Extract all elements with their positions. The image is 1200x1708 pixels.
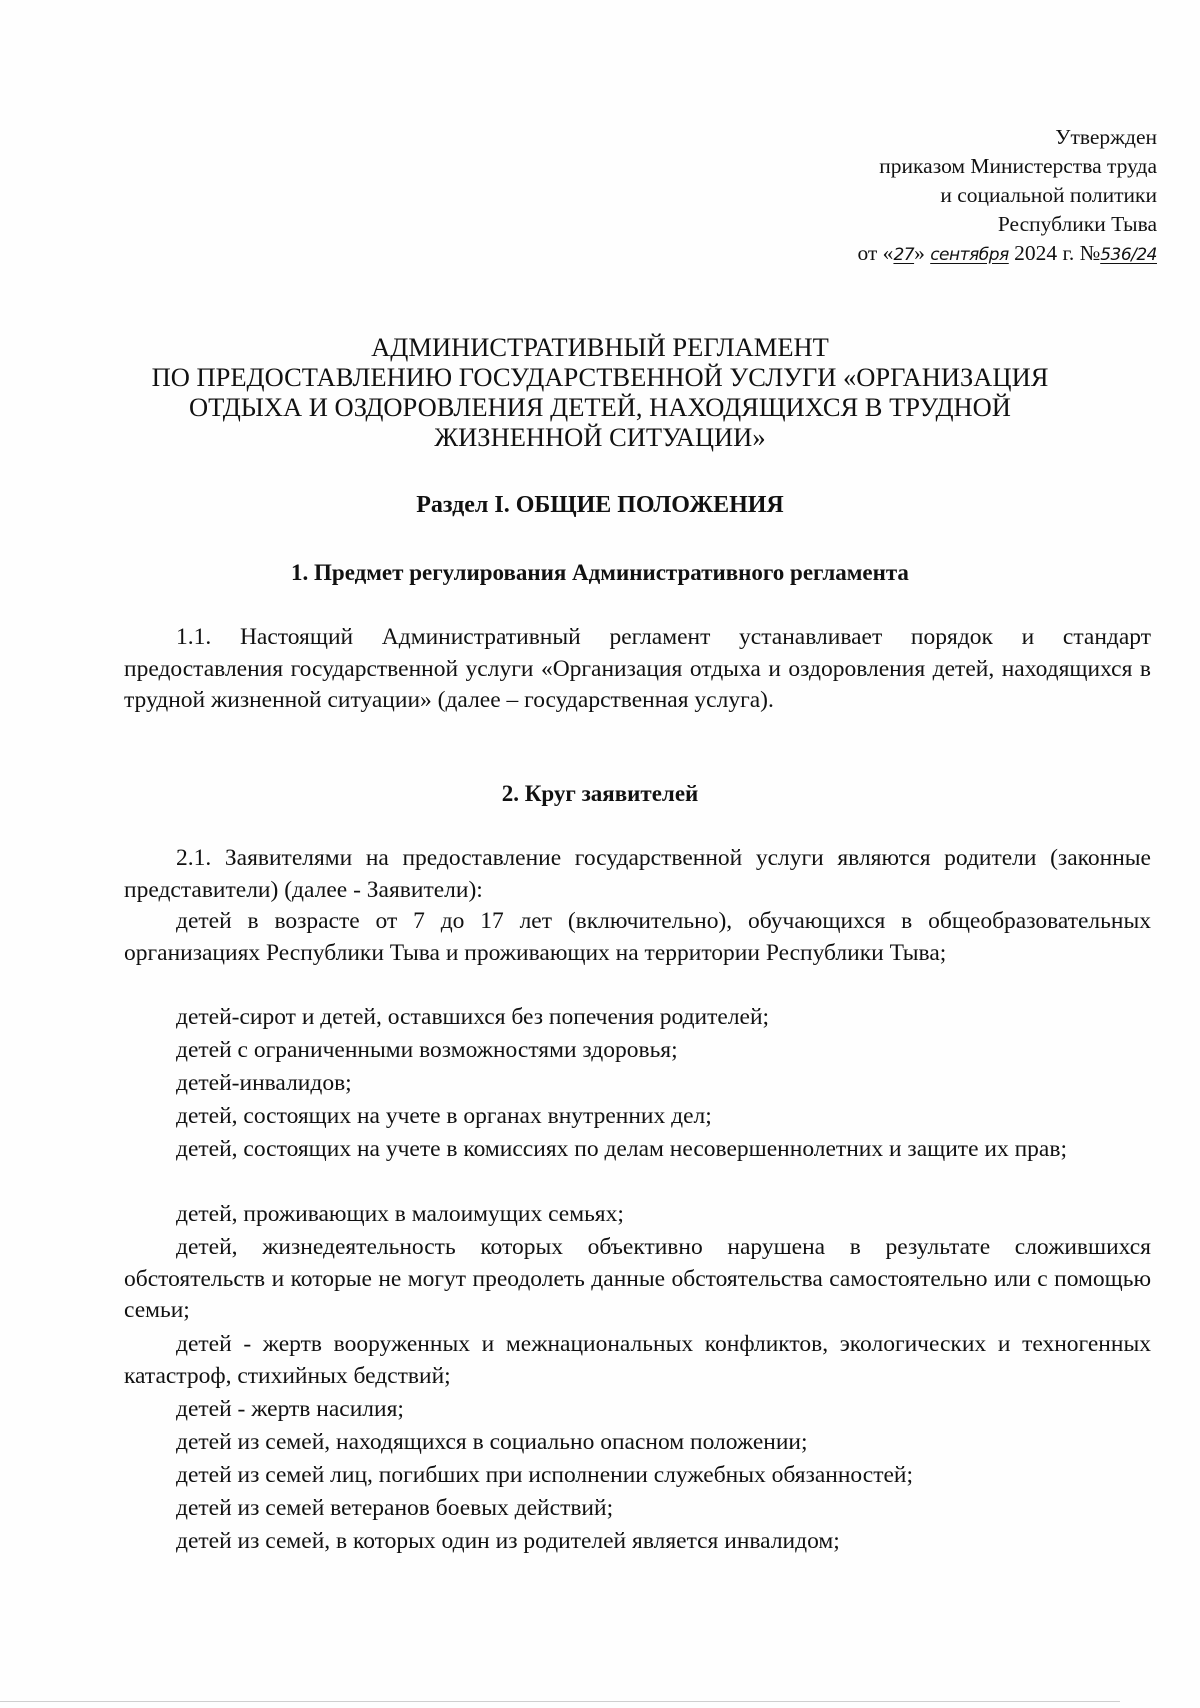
- approval-block: [737, 123, 1157, 270]
- title-line-2: ПО ПРЕДОСТАВЛЕНИЮ ГОСУДАРСТВЕННОЙ УСЛУГИ «ОРГАНИЗАЦИЯ: [151, 362, 1049, 392]
- title-line-1: АДМИНИСТРАТИВНЫЙ РЕГЛАМЕНТ: [371, 332, 829, 362]
- document-title: [80, 332, 1120, 452]
- list-item: детей - жертв насилия;: [176, 1396, 404, 1422]
- paragraph-2-1: 2.1. Заявителями на предоставление государственной услуги являются родители (законные представители) (далее - Заявители):: [124, 845, 1151, 903]
- list-item: детей-инвалидов;: [176, 1070, 352, 1096]
- list-item: детей, жизнедеятельность которых объективно нарушена в результате сложившихся обстоятельств и которые не могут преодолеть данные обстоятельства самостоятельно или с помощью семьи;: [124, 1234, 1151, 1323]
- date-prefix: от «: [857, 241, 894, 265]
- subsection-heading-2: 2. Круг заявителей: [501, 781, 699, 806]
- handwritten-number: 536/24: [1100, 245, 1157, 265]
- scan-edge-line: [0, 1701, 1120, 1702]
- subsection-heading-1: 1. Предмет регулирования Административного регламента: [291, 560, 909, 585]
- list-item: детей из семей, в которых один из родителей является инвалидом;: [176, 1528, 840, 1554]
- approval-line-2: приказом Министерства труда: [879, 154, 1157, 178]
- list-item: детей из семей, находящихся в социально опасном положении;: [176, 1429, 808, 1455]
- list-item: детей с ограниченными возможностями здоровья;: [176, 1037, 678, 1063]
- list-item: детей, состоящих на учете в органах внутренних дел;: [176, 1103, 712, 1129]
- approval-date-line: [737, 239, 1157, 270]
- paragraph-1-1: 1.1. Настоящий Административный регламент устанавливает порядок и стандарт предоставления государственной услуги «Организация отдыха и оздоровления детей, находящихся в трудной жизненной ситуации» (далее – государственная услуга).: [124, 624, 1151, 713]
- date-year: 2024 г. №: [1008, 241, 1101, 265]
- approval-line-4: Республики Тыва: [997, 212, 1157, 236]
- handwritten-month: сентября: [930, 245, 1009, 265]
- list-item: детей из семей ветеранов боевых действий;: [176, 1495, 614, 1521]
- list-item: детей, проживающих в малоимущих семьях;: [176, 1201, 624, 1227]
- list-item: детей, состоящих на учете в комиссиях по делам несовершеннолетних и защите их прав;: [176, 1136, 1067, 1162]
- section-heading: Раздел I. ОБЩИЕ ПОЛОЖЕНИЯ: [416, 492, 784, 518]
- approval-line-1: Утвержден: [1055, 125, 1157, 149]
- list-item: детей - жертв вооруженных и межнациональных конфликтов, экологических и техногенных катастроф, стихийных бедствий;: [124, 1331, 1151, 1389]
- approval-line-3: и социальной политики: [940, 183, 1157, 207]
- list-item: детей из семей лиц, погибших при исполнении служебных обязанностей;: [176, 1462, 914, 1488]
- list-item: детей-сирот и детей, оставшихся без попечения родителей;: [176, 1004, 770, 1030]
- handwritten-day: 27: [893, 245, 915, 265]
- title-line-3: ОТДЫХА И ОЗДОРОВЛЕНИЯ ДЕТЕЙ, НАХОДЯЩИХСЯ В ТРУДНОЙ: [189, 392, 1011, 422]
- title-line-4: ЖИЗНЕННОЙ СИТУАЦИИ»: [434, 422, 766, 452]
- list-item: детей в возрасте от 7 до 17 лет (включительно), обучающихся в общеобразовательных организациях Республики Тыва и проживающих на территории Республики Тыва;: [124, 908, 1151, 966]
- date-mid: »: [914, 241, 931, 265]
